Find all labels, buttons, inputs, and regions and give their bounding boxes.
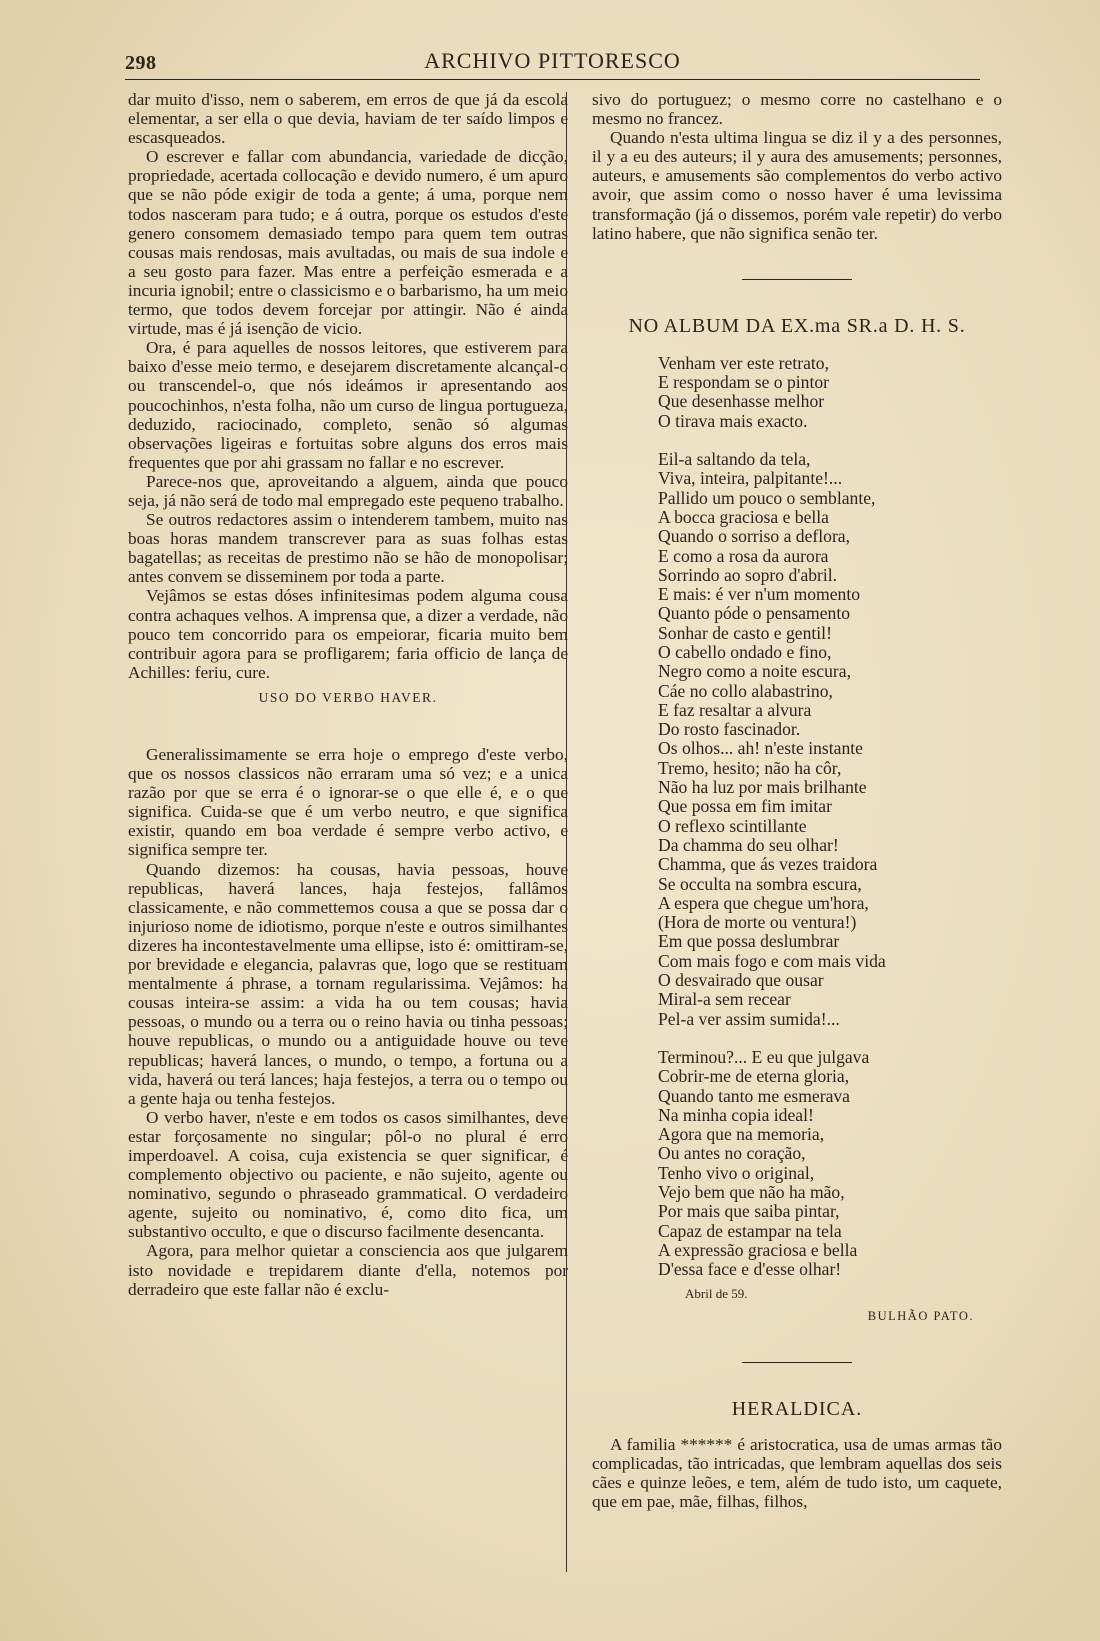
poem-line: Quanto póde o pensamento [658, 603, 851, 624]
poem-line: O tirava mais exacto. [658, 410, 808, 431]
poem-line: Quando tanto me esmerava [658, 1085, 850, 1106]
poem-stanza [658, 450, 1002, 1029]
poem-line: Terminou?... E eu que julgava [658, 1046, 870, 1067]
section-divider [742, 1362, 852, 1363]
poem-line: Com mais fogo e com mais vida [658, 950, 886, 971]
paragraph: Generalissimamente se erra hoje o emprego d'este verbo, que os nossos classicos não erraram uma só vez; e a unica razão por que se erra é o ignorar-se o que elle é, e o que significa. Cuida-se que é um verbo neutro, e que significa existir, quando em boa verdade é sempre verbo activo, e significa sempre ter. [128, 745, 568, 860]
running-title: ARCHIVO PITTORESCO [424, 48, 681, 73]
paragraph: Parece-nos que, aproveitando a alguem, ainda que pouco seja, já não será de todo mal empregado este pequeno trabalho. [128, 471, 568, 510]
poem-line: A expressão graciosa e bella [658, 1239, 858, 1260]
paragraph: sivo do portuguez; o mesmo corre no castelhano e o mesmo no francez. [592, 90, 1002, 129]
poem-line: Cáe no collo alabastrino, [658, 680, 833, 701]
paragraph: Se outros redactores assim o intenderem tambem, muito nas boas horas mandem transcrever para as suas folhas estas bagatellas; as receitas de prestimo não se hão de monopolisar; antes convem se disseminem por toda a parte. [128, 510, 568, 587]
poem-stanza [658, 354, 1002, 431]
poem-author: BULHÃO PATO. [867, 1308, 974, 1323]
page-number: 298 [125, 52, 157, 74]
header-rule [125, 79, 980, 80]
poem-line: Se occulta na sombra escura, [658, 873, 862, 894]
poem-line: Pallido um pouco o semblante, [658, 487, 876, 508]
paragraph: Quando dizemos: ha cousas, havia pessoas, houve republicas, haverá lances, haja festejos, fallâmos classicamente, e não commettemos cousa a que se possa dar o injurioso nome de idiotismo, porque n'este e outros similhantes dizeres ha incontestavelmente uma ellipse, isto é: omittiram-se, por brevidade e elegancia, palavras que, logo que se restituam mentalmente á phrase, a tornam regularissima. Vejâmos: ha cousas inteira-se assim: a vida ha ou tem cousas; havia pessoas, o mundo ou a terra ou o reino havia ou tinha pessoas; houve republicas, o mundo ou a antiguidade houve ou teve republicas; haverá lances, o mundo, o tempo, a fortuna ou a vida, haverá ou terá lances; haja festejos, a terra ou o tempo ou a gente haja ou tenha festejos. [128, 859, 568, 1108]
paragraph: dar muito d'isso, nem o saberem, em erros de que já da escola elementar, a ser ella o que devia, haviam de ter saído limpos e escasqueados. [128, 90, 568, 148]
poem-line: O desvairado que ousar [658, 970, 824, 991]
poem-line: Sonhar de casto e gentil! [658, 622, 832, 643]
right-column [592, 90, 1002, 1511]
paragraph: Ora, é para aquelles de nossos leitores, que estiverem para baixo d'esse meio termo, e desejarem discretamente alcançal-o ou transcendel-o, que nós ideámos ir apresentando aos poucochinhos, n'esta folha, não um curso de lingua portugueza, deduzido, raciocinado, completo, senão só algumas observações ligeiras e fortuitas sobre alguns dos erros mais frequentes que por ahi grassam no fallar e no escrever. [128, 338, 568, 472]
poem-line: Sorrindo ao sopro d'abril. [658, 564, 838, 585]
poem-line: Ou antes no coração, [658, 1143, 806, 1164]
section-title: USO DO VERBO HAVER. [258, 689, 438, 705]
poem-line: A bocca graciosa e bella [658, 506, 829, 527]
section-title: HERALDICA. [731, 1397, 863, 1420]
section-divider [742, 279, 852, 280]
poem-line: Da chamma do seu olhar! [658, 834, 839, 855]
poem-line: Na minha copia ideal! [658, 1104, 814, 1125]
poem-line: Vejo bem que não ha mão, [658, 1182, 845, 1203]
poem-line: Que desenhasse melhor [658, 391, 825, 412]
poem-line: E como a rosa da aurora [658, 545, 829, 566]
poem-line: Que possa em fim imitar [658, 796, 832, 817]
poem-line: Viva, inteira, palpitante!... [658, 468, 843, 489]
poem-line: E respondam se o pintor [658, 372, 830, 393]
poem-line: Tenho vivo o original, [658, 1162, 815, 1183]
poem-line: Agora que na memoria, [658, 1124, 825, 1145]
page-header [125, 44, 980, 78]
poem-line: Capaz de estampar na tela [658, 1220, 842, 1241]
poem-line: Miral-a sem recear [658, 989, 791, 1010]
paragraph: Vejâmos se estas dóses infinitesimas podem alguma cousa contra achaques velhos. A imprensa que, a dizer a verdade, não pouco tem concorrido para os empeiorar, ficaria muito bem contribuir agora para se profligarem; faria officio de lança de Achilles: feriu, cure. [128, 586, 568, 682]
poem-line: Eil-a saltando da tela, [658, 449, 811, 470]
poem-line: Cobrir-me de eterna gloria, [658, 1066, 850, 1087]
poem-line: E mais: é ver n'um momento [658, 584, 861, 605]
poem-line: A espera que chegue um'hora, [658, 892, 869, 913]
left-column [128, 90, 568, 1299]
poem-line: Negro como a noite escura, [658, 661, 851, 682]
poem-stanza [658, 1048, 1002, 1280]
poem-line: O cabello ondado e fino, [658, 642, 832, 662]
poem-line: Não ha luz por mais brilhante [658, 777, 867, 798]
poem-line: Pel-a ver assim sumida!... [658, 1008, 840, 1029]
poem [658, 354, 1002, 1280]
poem-line: Chamma, que ás vezes traidora [658, 854, 878, 875]
poem-line: O reflexo scintillante [658, 815, 807, 836]
poem-line: D'essa face e d'esse olhar! [658, 1259, 842, 1280]
poem-line: Quando o sorriso a deflora, [658, 526, 851, 547]
poem-title: NO ALBUM DA EX.ma SR.a D. H. S. [628, 314, 966, 337]
poem-line: Os olhos... ah! n'este instante [658, 738, 863, 759]
poem-line: Do rosto fascinador. [658, 719, 801, 740]
paragraph: Quando n'esta ultima lingua se diz il y a des personnes, il y a eu des auteurs; il y aura des amusements; personnes, auteurs, e amusements são complementos do verbo activo avoir, que assim como o nosso haver é uma levissima transformação (já o dissemos, porém vale repetir) do verbo latino habere, que não significa senão ter. [592, 128, 1002, 243]
poem-line: E faz resaltar a alvura [658, 699, 812, 720]
paragraph: O verbo haver, n'este e em todos os casos similhantes, deve estar forçosamente no singular; pôl-o no plural é erro imperdoavel. A coisa, cuja existencia se quer significar, é complemento objectivo ou paciente, e não sujeito, agente ou nominativo, segundo o phraseado grammatical. O verdadeiro agente, sujeito ou nominativo, é, como dito fica, um substantivo occulto, e que o discurso facilmente desencanta. [128, 1107, 568, 1242]
paragraph: A familia ****** é aristocratica, usa de umas armas tão complicadas, tão intricadas, que lembram aquellas dos seis cães e quinze leões, e tem, além de tudo isto, um caquete, que em pae, mãe, filhas, filhos, [592, 1434, 1002, 1512]
paragraph: Agora, para melhor quietar a consciencia aos que julgarem isto novidade e trepidarem diante d'ella, notemos por derradeiro que este fallar não é exclu- [128, 1241, 568, 1299]
poem-line: Tremo, hesito; não ha côr, [658, 757, 842, 778]
poem-line: (Hora de morte ou ventura!) [658, 912, 857, 933]
poem-line: Em que possa deslumbrar [658, 931, 840, 952]
paragraph: O escrever e fallar com abundancia, variedade de dicção, propriedade, acertada collocação e devido numero, é um apuro que se não póde exigir de toda a gente; á uma, porque nem todos nasceram para tudo; e á outra, porque os estudos d'este genero consomem demasiado tempo para quem tem outras cousas mais rendosas, mais avultadas, ou mais de sua indole e a seu gosto para fazer. Mas entre a perfeição esmerada e a incuria ignobil; entre o classicismo e o barbarismo, ha um meio termo, que todos devem forcejar por attingir. Não é ainda virtude, mas é já isenção de vicio. [128, 147, 568, 339]
poem-date: Abril de 59. [685, 1285, 748, 1301]
poem-line: Por mais que saiba pintar, [658, 1201, 840, 1222]
poem-line: Venham ver este retrato, [658, 352, 829, 373]
